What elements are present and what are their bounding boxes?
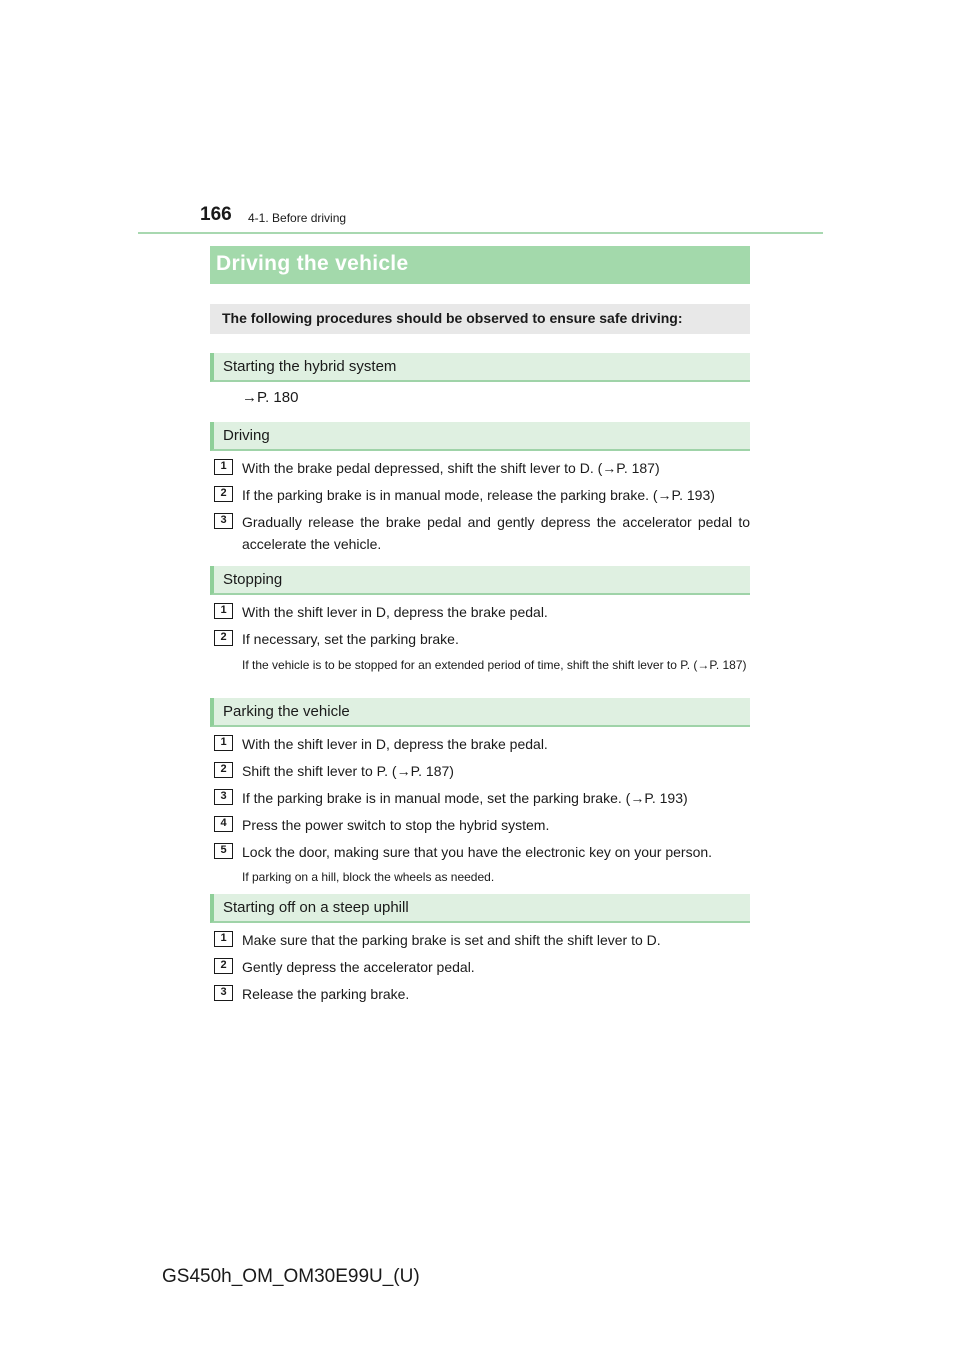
section-heading-steep-uphill [210, 894, 750, 923]
section-heading-label: Starting off on a steep uphill [223, 899, 409, 916]
step-text: If the parking brake is in manual mode, set the parking brake. (→P. 193) [242, 790, 688, 806]
section-heading-label: Parking the vehicle [223, 703, 350, 720]
section-breadcrumb: 4-1. Before driving [248, 211, 347, 225]
step-number: 1 [214, 603, 233, 619]
step-number: 2 [214, 958, 233, 974]
page-title-bar [210, 246, 750, 284]
step-text: Lock the door, making sure that you have the electronic key on your person. [242, 844, 713, 860]
step-text: Make sure that the parking brake is set and shift the shift lever to D. [242, 932, 661, 948]
section-heading-label: Starting the hybrid system [223, 358, 397, 375]
step-number: 5 [214, 843, 233, 859]
intro-text: The following procedures should be observed to ensure safe driving: [222, 310, 683, 326]
parking-note: If parking on a hill, block the wheels as needed. [242, 870, 495, 884]
header-divider [138, 232, 823, 234]
section-heading-label: Stopping [223, 571, 283, 588]
step-text: Press the power switch to stop the hybrid system. [242, 817, 550, 833]
section-heading-starting-hybrid [210, 353, 750, 382]
page-reference-link[interactable]: →P. 180 [242, 389, 299, 406]
step-text: If the parking brake is in manual mode, release the parking brake. (→P. 193) [242, 487, 715, 503]
step-number: 1 [214, 735, 233, 751]
section-heading-label: Driving [223, 427, 270, 444]
section-heading-parking [210, 698, 750, 727]
step-number: 3 [214, 789, 233, 805]
step-number: 4 [214, 816, 233, 832]
intro-box [210, 304, 750, 334]
step-text: With the shift lever in D, depress the brake pedal. [242, 604, 548, 620]
section-heading-stopping [210, 566, 750, 595]
step-number: 2 [214, 486, 233, 502]
page-title: Driving the vehicle [216, 252, 409, 275]
step-text: Release the parking brake. [242, 986, 410, 1002]
step-number: 1 [214, 931, 233, 947]
page-number: 166 [200, 204, 232, 225]
step-number: 2 [214, 630, 233, 646]
step-text: Gently depress the accelerator pedal. [242, 959, 475, 975]
step-number: 1 [214, 459, 233, 475]
step-text: If necessary, set the parking brake. [242, 631, 459, 647]
step-text: With the brake pedal depressed, shift the shift lever to D. (→P. 187) [242, 460, 660, 476]
step-number: 3 [214, 985, 233, 1001]
document-code-footer: GS450h_OM_OM30E99U_(U) [162, 1266, 420, 1287]
step-text: Shift the shift lever to P. (→P. 187) [242, 763, 454, 779]
section-heading-driving [210, 422, 750, 451]
step-number: 2 [214, 762, 233, 778]
step-text: Gradually release the brake pedal and gently depress the accelerator pedal to accelerate the vehicle. [242, 514, 750, 552]
step-text: With the shift lever in D, depress the brake pedal. [242, 736, 548, 752]
stopping-note: If the vehicle is to be stopped for an extended period of time, shift the shift lever to P. (→P. 187) [242, 658, 747, 672]
step-number: 3 [214, 513, 233, 529]
